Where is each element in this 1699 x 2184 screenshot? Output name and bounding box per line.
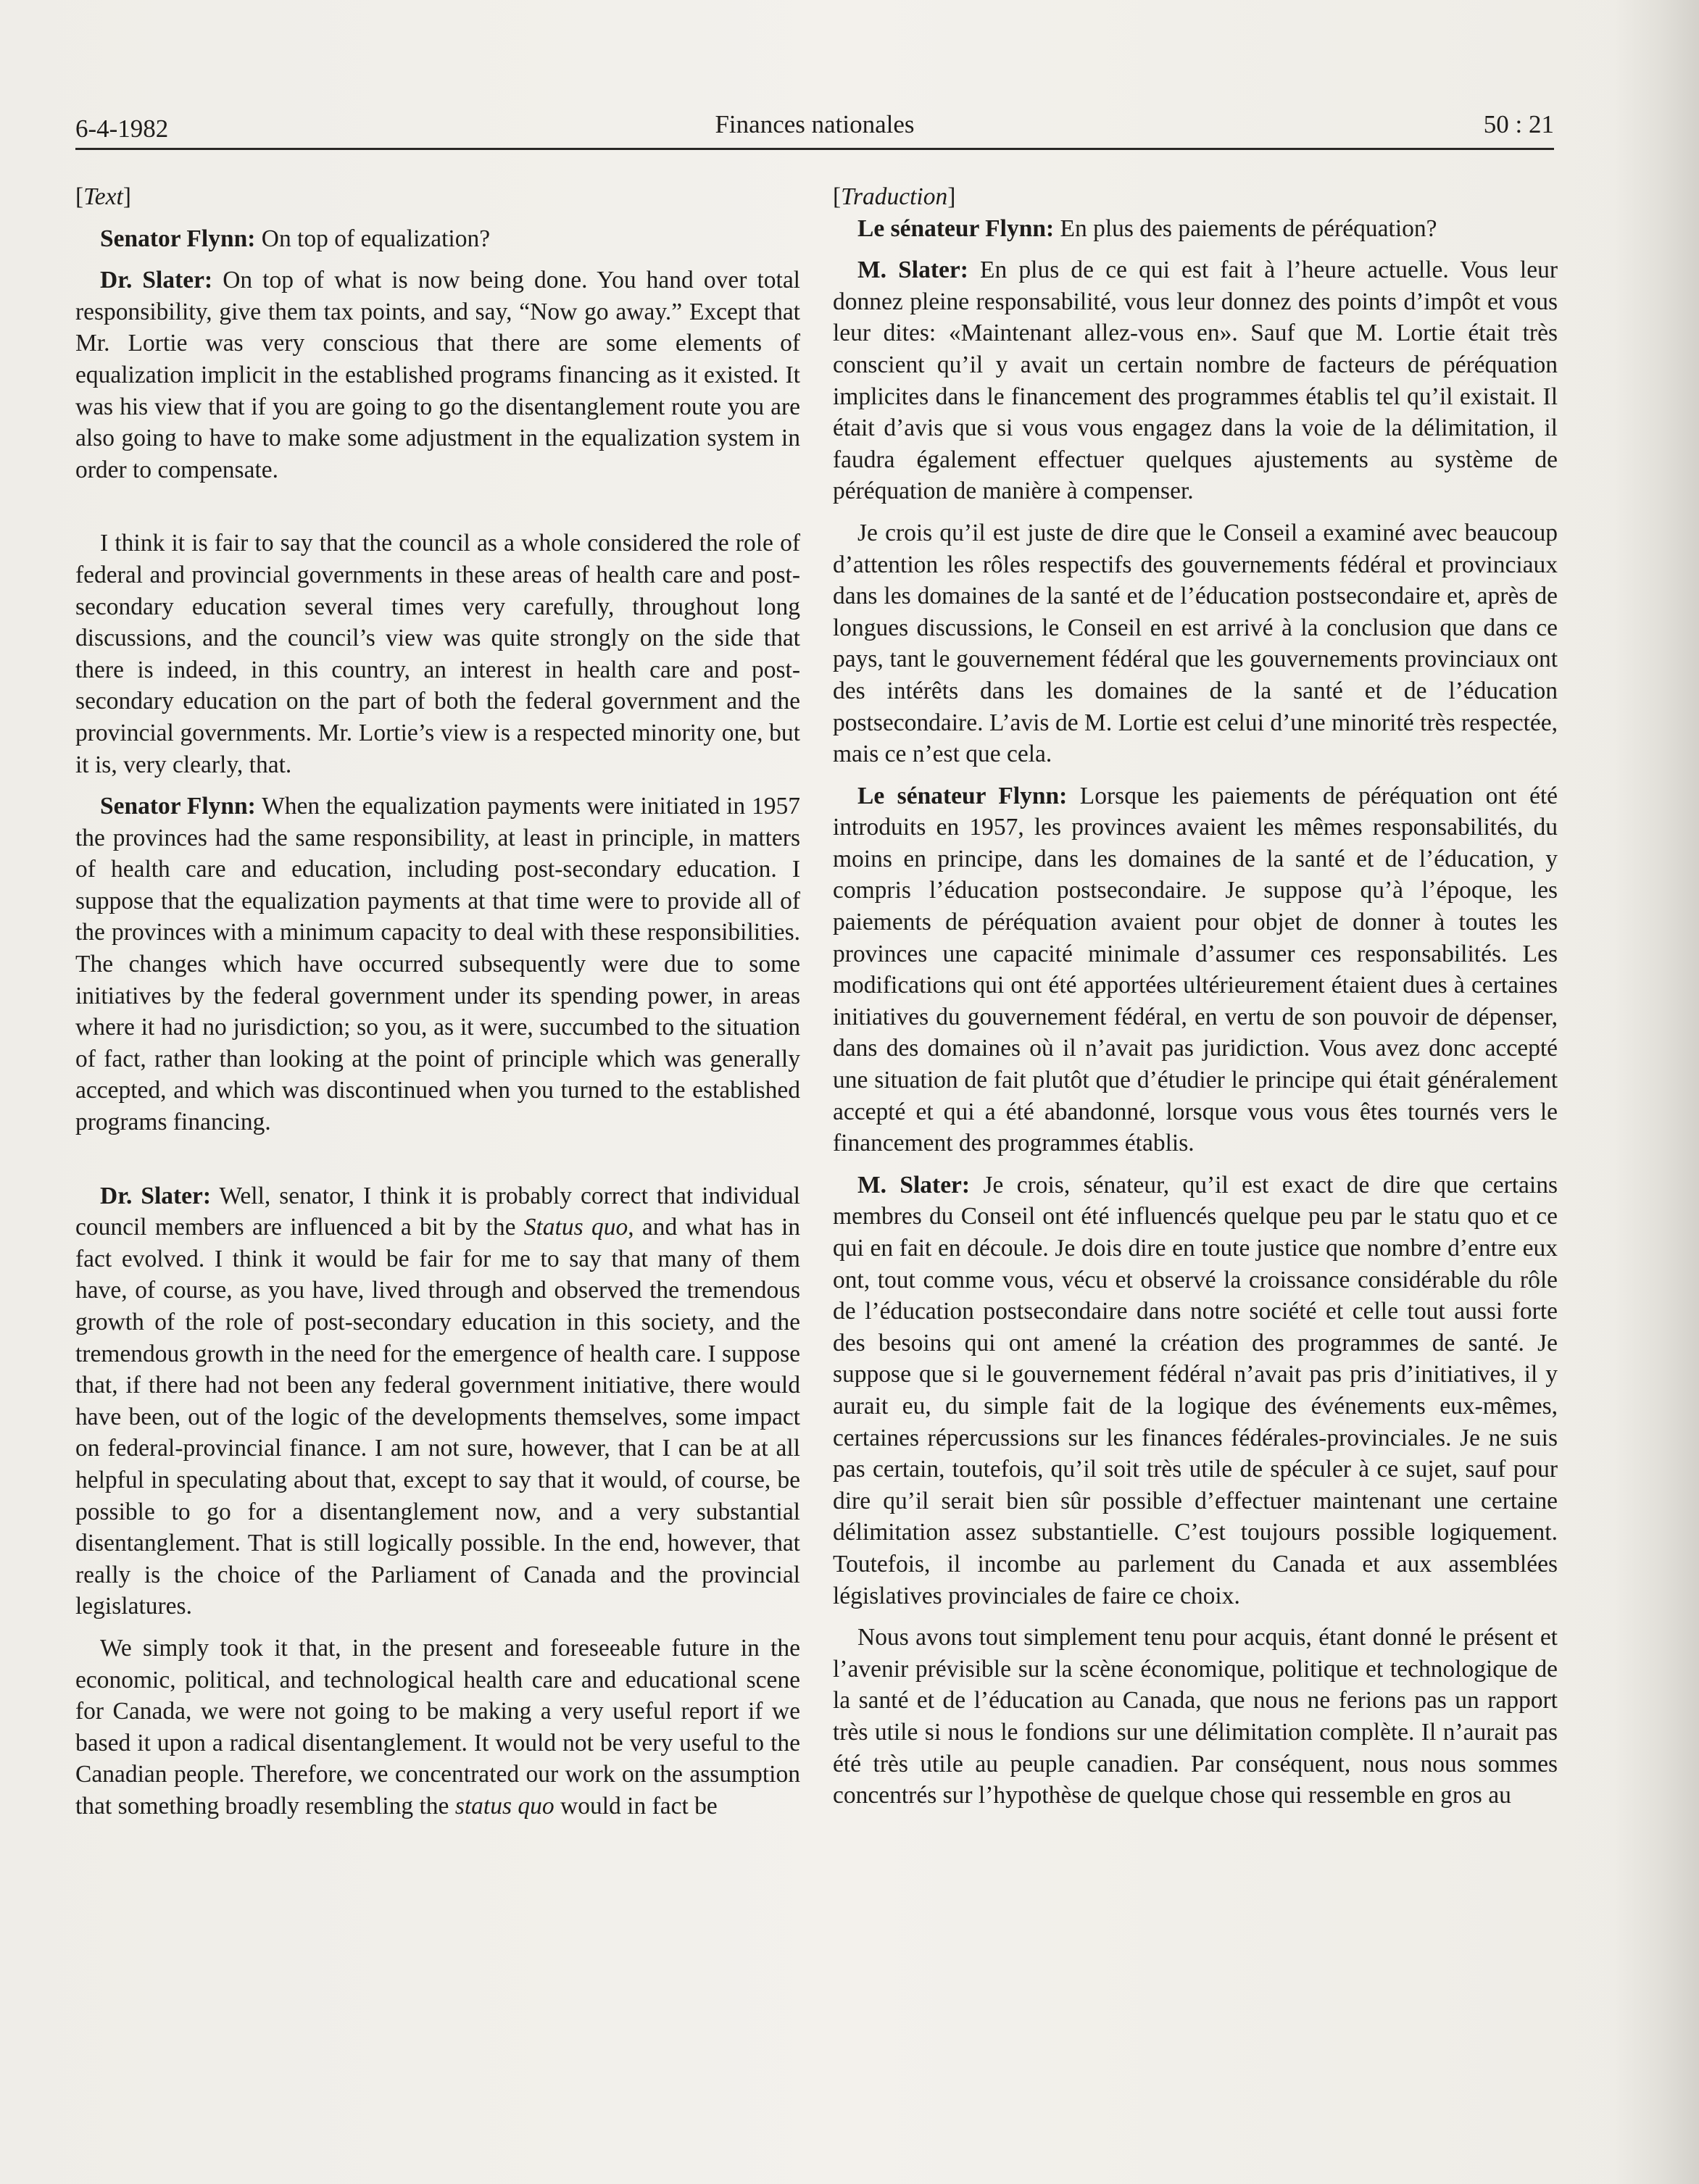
paragraph: Je crois qu’il est juste de dire que le Conseil a examiné avec beaucoup d’attention les rôles respectifs des gouvernements fédéral et provinciaux dans les domaines de la santé et de l’éducation postsecondaire et, après de longues discussions, le Conseil en est arrivé à la conclusion que dans ce pays, tant le gouvernement fédéral que les gouvernements provinciaux ont des intérêts dans les domaines de la santé et de l’éducation postsecondaire. L’avis de M. Lortie est celui d’une minorité très respectée, mais ce n’est que cela. (833, 519, 1558, 768)
paragraph: We simply took it that, in the present and foreseeable future in the economic, political, and technological health care and educational scene for Canada, we were not going to be making a very useful report if we based it upon a radical disentanglement. It would not be very useful to the Canadian people. Therefore, we concentrated our work on the assumption that something broadly resembling the status quo would in fact be (75, 1634, 800, 1820)
speaker-label: Senator Flynn: (100, 793, 256, 820)
paragraph: Dr. Slater: Well, senator, I think it is probably correct that individual council members are influenced a bit by the Status quo, and what has in fact evolved. I think it would be fair for me to say that many of them have, of course, as you have, lived through and observed the tremendous growth of the role of post-secondary education in this society, and the tremendous growth in the need for the emergence of health care. I suppose that, if there had not been any federal government initiative, there would have been, out of the logic of the developments themselves, some impact on federal-provincial finance. I am not sure, however, that I can be at all helpful in speculating about that, except to say that it would, of course, be possible to go for a disentanglement now, and a very substantial disentanglement. That is still logically possible. In the end, however, that really is the choice of the Parliament of Canada and the provincial legislatures. (75, 1182, 801, 1620)
header-rule (75, 148, 1554, 150)
english-column (75, 181, 800, 1822)
paragraph: Nous avons tout simplement tenu pour acquis, étant donné le présent et l’avenir prévisible sur la scène économique, politique et technologique de la santé et de l’éducation au Canada, que nous ne ferions pas un rapport très utile si nous le fondions sur une délimitation complète. Il n’aurait pas été très utile au peuple canadien. Par conséquent, nous nous sommes concentrés sur l’hypothèse de quelque chose qui ressemble en gros au (833, 1624, 1558, 1809)
speaker-label: Le sénateur Flynn: (857, 214, 1055, 242)
header-date: 6-4-1982 (75, 114, 169, 143)
speaker-label: Senator Flynn: (100, 225, 256, 252)
paragraph: M. Slater: En plus de ce qui est fait à l’heure actuelle. Vous leur donnez pleine responsabilité, vous leur donnez des points d’impôt et vous leur dites: «Maintenant allez-vous en». Sauf que M. Lortie était très conscient qu’il y avait un certain nombre de facteurs de péréquation implicites dans le financement des programmes établis tel qu’il existait. Il était d’avis que si vous vous engagez dans la voie de la délimitation, il faudra également effectuer quelques ajustements au système de péréquation de manière à compenser. (833, 257, 1558, 505)
page-edge-shadow (1612, 0, 1699, 2184)
speaker-label: Dr. Slater: (100, 267, 213, 294)
page-header (75, 110, 1554, 146)
french-column (833, 181, 1558, 1812)
speaker-label: Dr. Slater: (100, 1182, 212, 1209)
paragraph: M. Slater: Je crois, sénateur, qu’il est exact de dire que certains membres du Conseil ont été influencés quelque peu par le statu quo et ce qui en fait en découle. Je dois dire en toute justice que nombre d’entre eux ont, tout comme vous, vécu et observé la croissance considérable du rôle de l’éducation postsecondaire dans notre société et celle tout aussi forte des besoins qui ont amené la création des programmes de santé. Je suppose que si le gouvernement fédéral n’avait pas pris d’initiatives, il y aurait eu, du simple fait de la logique des événements eux-mêmes, certaines répercussions sur les finances fédérales-provinciales. Je ne suis pas certain, toutefois, qu’il soit très utile de spéculer à ce sujet, sauf pour dire qu’il serait bien sûr possible d’effectuer maintenant une certaine délimitation assez substantielle. C’est toujours possible logiquement. Toutefois, il incombe au parlement du Canada et aux assemblées législatives provinciales de faire ce choix. (833, 1171, 1558, 1609)
section-tag: [Traduction] (833, 183, 956, 210)
speaker-label: M. Slater: (857, 257, 968, 284)
speaker-label: M. Slater: (857, 1171, 971, 1199)
paragraph: Le sénateur Flynn: En plus des paiements de péréquation? (857, 214, 1437, 242)
paragraph: Senator Flynn: When the equalization payments were initiated in 1957 the provinces had the same responsibility, at least in principle, in matters of health care and education, including post-secondary education. I suppose that the equalization payments at that time were to provide all of the provinces with a minimum capacity to deal with these responsibilities. The changes which have occurred subsequently were due to some initiatives by the federal government under its spending power, in areas where it had no jurisdiction; so you, as it were, succumbed to the situation of fact, rather than looking at the point of principle which was generally accepted, and which was discontinued when you turned to the established programs financing. (75, 793, 800, 1136)
speaker-label: Le sénateur Flynn: (857, 782, 1068, 809)
paragraph: I think it is fair to say that the council as a whole considered the role of federal and provincial governments in these areas of health care and post-secondary education several times very carefully, throughout long discussions, and the council’s view was quite strongly on the side that there is indeed, in this country, an interest in health care and post-secondary education on the part of both the federal government and the provincial governments. Mr. Lortie’s view is a respected minority one, but it is, very clearly, that. (75, 530, 800, 778)
section-tag: [Text] (75, 183, 131, 210)
header-title: Finances nationales (715, 110, 915, 138)
paragraph: Senator Flynn: On top of equalization? (100, 225, 491, 252)
header-page-number: 50 : 21 (1483, 110, 1554, 138)
paragraph: Le sénateur Flynn: Lorsque les paiements de péréquation ont été introduits en 1957, les provinces avaient les mêmes responsabilités, du moins en principe, dans les domaines de la santé et de l’éducation, y compris l’éducation postsecondaire. Je suppose qu’à l’époque, les paiements de péréquation avaient pour objet de donner à toutes les provinces une capacité minimale d’assumer ces responsabilités. Les modifications qui ont été apportées ultérieurement étaient dues à certaines initiatives du gouvernement fédéral, en vertu de son pouvoir de dépenser, dans des domaines où il n’avait pas juridiction. Vous avez donc accepté une situation de fait plutôt que d’étudier le principe qui était généralement accepté et qui a été abandonné, lorsque vous vous êtes tournés vers le financement des programmes établis. (833, 782, 1558, 1157)
paragraph: Dr. Slater: On top of what is now being done. You hand over total responsibility, give them tax points, and say, “Now go away.” Except that Mr. Lortie was very conscious that there are some elements of equalization implicit in the established programs financing as it existed. It was his view that if you are going to go the disentanglement route you are also going to have to make some adjustment in the equalization system in order to compensate. (75, 267, 800, 483)
